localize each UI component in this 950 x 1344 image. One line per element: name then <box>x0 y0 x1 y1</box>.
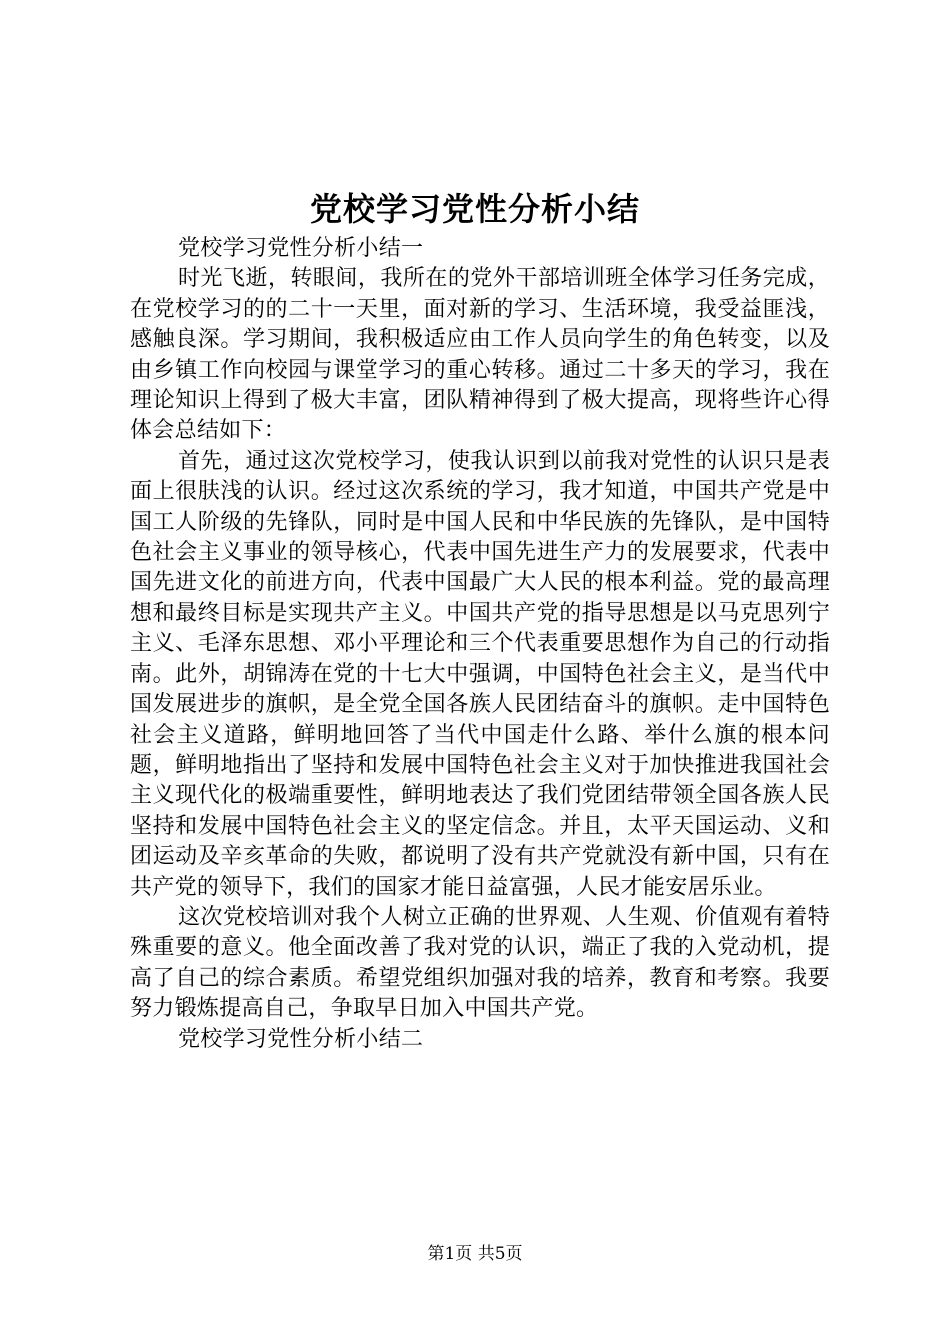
section-heading-2: 党校学习党性分析小结二 <box>178 1026 424 1052</box>
section-heading-1: 党校学习党性分析小结一 <box>178 236 424 261</box>
paragraph-first-point: 首先，通过这次党校学习，使我认识到以前我对党性的认识只是表面上很肤浅的认识。经过这次系统的学习，我才知道，中国共产党是中国工人阶级的先锋队，同时是中国人民和中华民族的先锋队，是中国特色社会主义事业的领导核心，代表中国先进生产力的发展要求，代表中国先进文化的前进方向，代表中国最广大人民的根本利益。党的最高理想和最终目标是实现共产主义。中国共产党的指导思想是以马克思列宁主义、毛泽东思想、邓小平理论和三个代表重要思想作为自己的行动指南。此外，胡锦涛在党的十七大中强调，中国特色社会主义，是当代中国发展进步的旗帜，是全党全国各族人民团结奋斗的旗帜。走中国特色社会主义道路，鲜明地回答了当代中国走什么路、举什么旗的根本问题，鲜明地指出了坚持和发展中国特色社会主义对于加快推进我国社会主义现代化的极端重要性，鲜明地表达了我们党团结带领全国各族人民坚持和发展中国特色社会主义的坚定信念。并且，太平天国运动、义和团运动及辛亥革命的失败，都说明了没有共产党就没有新中国，只有在共产党的领导下，我们的国家才能日益富强，人民才能安居乐业。 <box>130 448 830 900</box>
document-body <box>130 234 830 1055</box>
document-title: 党校学习党性分析小结 <box>309 190 640 228</box>
page-footer: 第1页 共5页 <box>427 1244 523 1264</box>
paragraph-intro: 时光飞逝，转眼间，我所在的党外干部培训班全体学习任务完成，在党校学习的的二十一天里，面对新的学习、生活环境，我受益匪浅，感触良深。学习期间，我积极适应由工作人员向学生的角色转变，以及由乡镇工作向校园与课堂学习的重心转移。通过二十多天的学习，我在理论知识上得到了极大丰富，团队精神得到了极大提高，现将些许心得体会总结如下： <box>130 266 830 444</box>
paragraph-significance: 这次党校培训对我个人树立正确的世界观、人生观、价值观有着特殊重要的意义。他全面改善了我对党的认识，端正了我的入党动机，提高了自己的综合素质。希望党组织加强对我的培养，教育和考察。我要努力锻炼提高自己，争取早日加入中国共产党。 <box>130 904 830 1022</box>
